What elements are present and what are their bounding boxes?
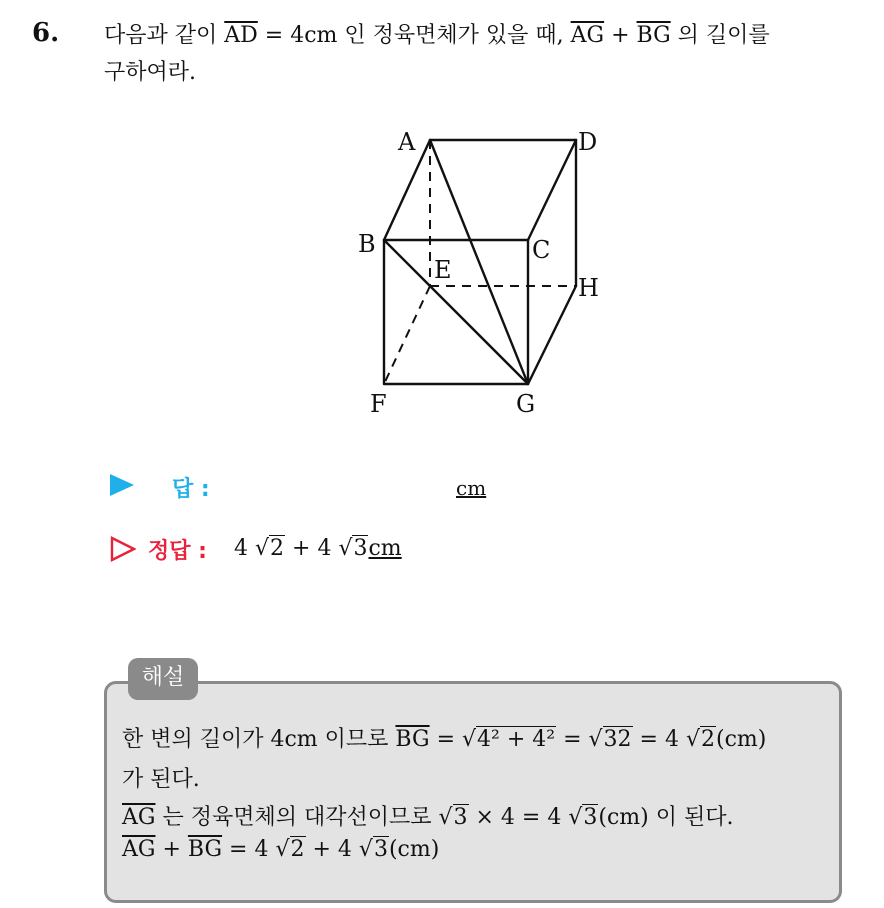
radicand: 4² + 4² bbox=[477, 727, 556, 752]
segment-ad: $\overline{AD}$ bbox=[224, 23, 258, 48]
sqrt-symbol: √32 bbox=[588, 727, 632, 752]
times-term: × 4 = 4 bbox=[468, 805, 562, 830]
radicand: 3 bbox=[373, 837, 388, 862]
correct-unit: cm bbox=[368, 536, 402, 561]
solution-line4 bbox=[122, 837, 439, 862]
plus-term: + 4 bbox=[285, 536, 332, 561]
correct-answer-row bbox=[110, 534, 610, 566]
sqrt-symbol: √3 bbox=[338, 536, 368, 561]
vertex-label-d: D bbox=[578, 128, 598, 156]
plus-sign: + bbox=[155, 837, 188, 862]
equals: = bbox=[556, 727, 589, 752]
answer-unit: cm bbox=[456, 476, 487, 500]
radicand: 2 bbox=[270, 536, 285, 561]
answer-row bbox=[110, 474, 530, 504]
equals: = bbox=[429, 727, 462, 752]
solution-line2: 가 된다. bbox=[122, 767, 200, 792]
plus-term: + 4 bbox=[305, 837, 352, 862]
question-number: 6. bbox=[32, 18, 60, 48]
segment-bg: $\overline{BG}$ bbox=[636, 23, 671, 48]
sqrt-symbol: √2 bbox=[275, 837, 305, 862]
radicand: 2 bbox=[701, 727, 715, 752]
diagonal-bg bbox=[384, 240, 528, 384]
answer-label: 답 : bbox=[172, 477, 210, 502]
equals-term: = 4 bbox=[632, 727, 679, 752]
correct-answer-label: 정답 : bbox=[148, 539, 207, 564]
sqrt-symbol: √3 bbox=[568, 805, 598, 830]
segment-ag: $\overline{AG}$ bbox=[122, 837, 156, 862]
vertex-label-b: B bbox=[358, 230, 376, 258]
correct-answer-value bbox=[234, 536, 402, 561]
question-text: = 4cm 인 정육면체가 있을 때, bbox=[257, 23, 564, 48]
coef: 4 bbox=[234, 536, 248, 561]
solution-text: (cm) 이 된다. bbox=[598, 805, 734, 830]
radicand: 3 bbox=[453, 805, 468, 830]
vertex-label-h: H bbox=[578, 274, 599, 302]
solution-text: 한 변의 길이가 4cm 이므로 bbox=[122, 727, 389, 752]
unit: (cm) bbox=[388, 837, 440, 862]
vertex-label-a: A bbox=[398, 128, 416, 156]
question-text-line2: 구하여라. bbox=[104, 60, 197, 85]
equals-term: = 4 bbox=[222, 837, 269, 862]
radicand: 32 bbox=[603, 727, 632, 752]
play-triangle-icon bbox=[110, 474, 134, 496]
plus-sign: + bbox=[604, 23, 637, 48]
radicand: 3 bbox=[353, 536, 368, 561]
vertex-label-c: C bbox=[532, 236, 551, 264]
unit: (cm) bbox=[716, 727, 767, 752]
solution-tag: 해설 bbox=[128, 658, 198, 700]
sqrt-symbol: √4² + 4² bbox=[462, 727, 556, 752]
vertex-label-e: E bbox=[434, 256, 452, 284]
sqrt-symbol: √3 bbox=[358, 837, 388, 862]
radicand: 2 bbox=[290, 837, 305, 862]
sqrt-symbol: √3 bbox=[438, 805, 468, 830]
edge-hg bbox=[528, 286, 576, 384]
radicand: 3 bbox=[583, 805, 598, 830]
segment-bg: $\overline{BG}$ bbox=[395, 727, 430, 752]
question-text: 다음과 같이 bbox=[104, 23, 218, 48]
sqrt-symbol: √2 bbox=[685, 727, 715, 752]
edge-dc bbox=[528, 140, 576, 240]
segment-ag: $\overline{AG}$ bbox=[570, 23, 605, 48]
segment-ag: $\overline{AG}$ bbox=[122, 805, 156, 830]
vertex-label-g: G bbox=[516, 390, 536, 418]
cube-figure bbox=[0, 0, 884, 440]
segment-bg: $\overline{BG}$ bbox=[187, 837, 223, 862]
solution-line3 bbox=[122, 800, 733, 831]
vertex-label-f: F bbox=[370, 390, 387, 418]
outline-triangle-icon bbox=[110, 536, 136, 562]
question-text: 의 길이를 bbox=[670, 23, 770, 48]
sqrt-symbol: √2 bbox=[255, 536, 285, 561]
hidden-edge-ef bbox=[384, 286, 430, 384]
solution-box bbox=[104, 681, 842, 903]
solution-text: 는 정육면체의 대각선이므로 bbox=[155, 805, 439, 830]
solution-line1 bbox=[122, 722, 766, 753]
